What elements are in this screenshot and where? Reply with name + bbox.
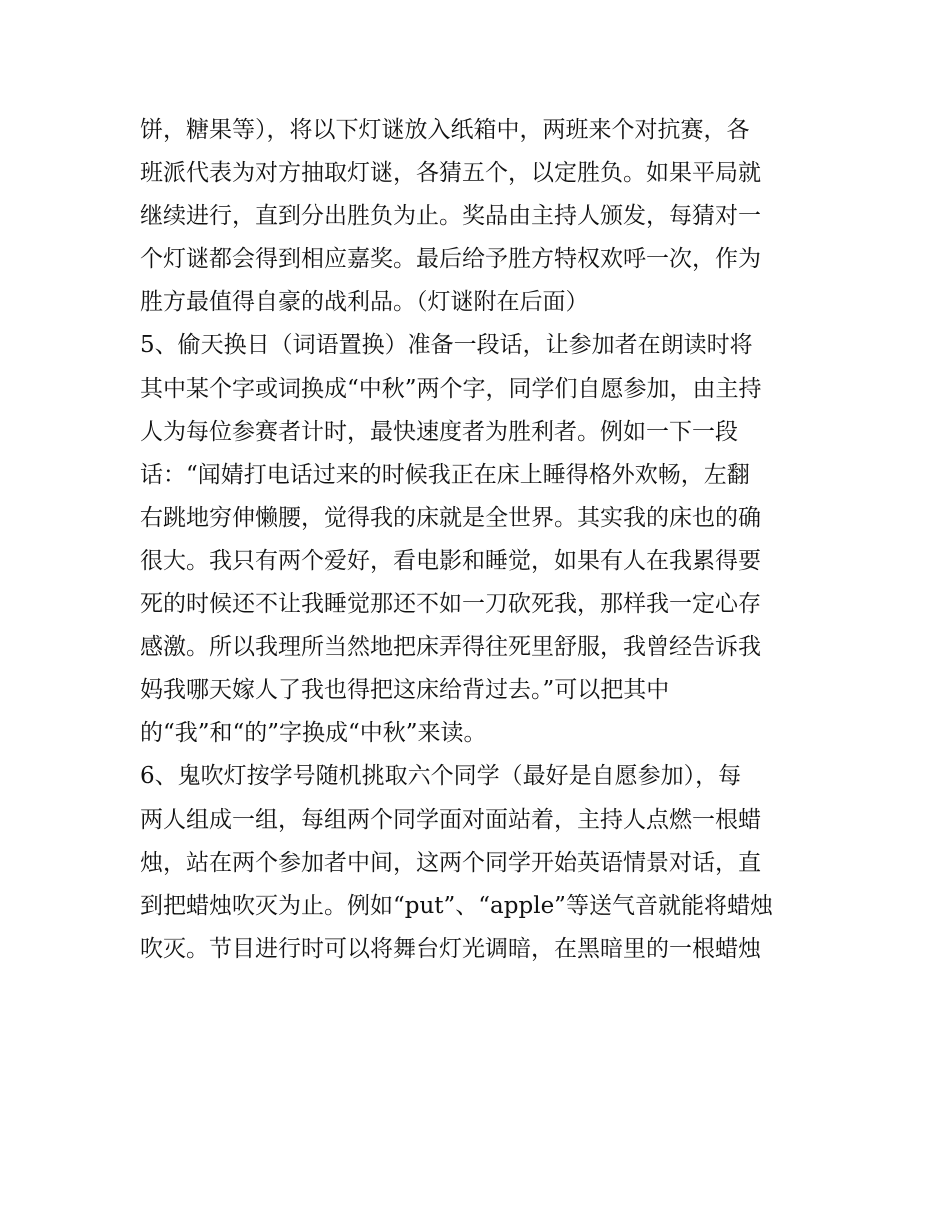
text-line: 6、鬼吹灯按学号随机挑取六个同学（最好是自愿参加），每 (140, 763, 742, 790)
text-line: 人为每位参赛者计时，最快速度者为胜利者。例如一下一段 (140, 418, 738, 445)
text-line: 妈我哪天嫁人了我也得把这床给背过去。”可以把其中 (140, 677, 670, 704)
text-line: 话：“闻婧打电话过来的时候我正在床上睡得格外欢畅，左翻 (140, 461, 750, 488)
text-line: 死的时候还不让我睡觉那还不如一刀砍死我，那样我一定心存 (140, 591, 761, 618)
text-line: 继续进行，直到分出胜负为止。奖品由主持人颁发，每猜对一 (140, 203, 761, 230)
text-line: 很大。我只有两个爱好，看电影和睡觉，如果有人在我累得要 (140, 547, 761, 574)
text-line: 吹灭。节目进行时可以将舞台灯光调暗，在黑暗里的一根蜡烛 (140, 935, 761, 962)
document-body (140, 109, 830, 971)
text-line: 的“我”和“的”字换成“中秋”来读。 (140, 720, 487, 747)
text-line: 胜方最值得自豪的战利品。（灯谜附在后面） (140, 289, 589, 316)
text-line: 5、偷天换日（词语置换）准备一段话，让参加者在朗读时将 (140, 332, 753, 359)
text-line: 两人组成一组，每组两个同学面对面站着，主持人点燃一根蜡 (140, 806, 761, 833)
text-line: 感激。所以我理所当然地把床弄得往死里舒服，我曾经告诉我 (140, 634, 761, 661)
text-line: 饼，糖果等），将以下灯谜放入纸箱中，两班来个对抗赛，各 (140, 117, 750, 143)
text-line: 个灯谜都会得到相应嘉奖。最后给予胜方特权欢呼一次，作为 (140, 246, 761, 273)
text-line: 右跳地穷伸懒腰，觉得我的床就是全世界。其实我的床也的确 (140, 504, 761, 531)
text-line: 到把蜡烛吹灭为止。例如“put”、“apple”等送气音就能将蜡烛 (140, 892, 773, 919)
text-line: 烛，站在两个参加者中间，这两个同学开始英语情景对话，直 (140, 849, 761, 876)
text-line: 班派代表为对方抽取灯谜，各猜五个，以定胜负。如果平局就 (140, 160, 761, 187)
text-line: 其中某个字或词换成“中秋”两个字，同学们自愿参加，由主持 (140, 375, 762, 402)
